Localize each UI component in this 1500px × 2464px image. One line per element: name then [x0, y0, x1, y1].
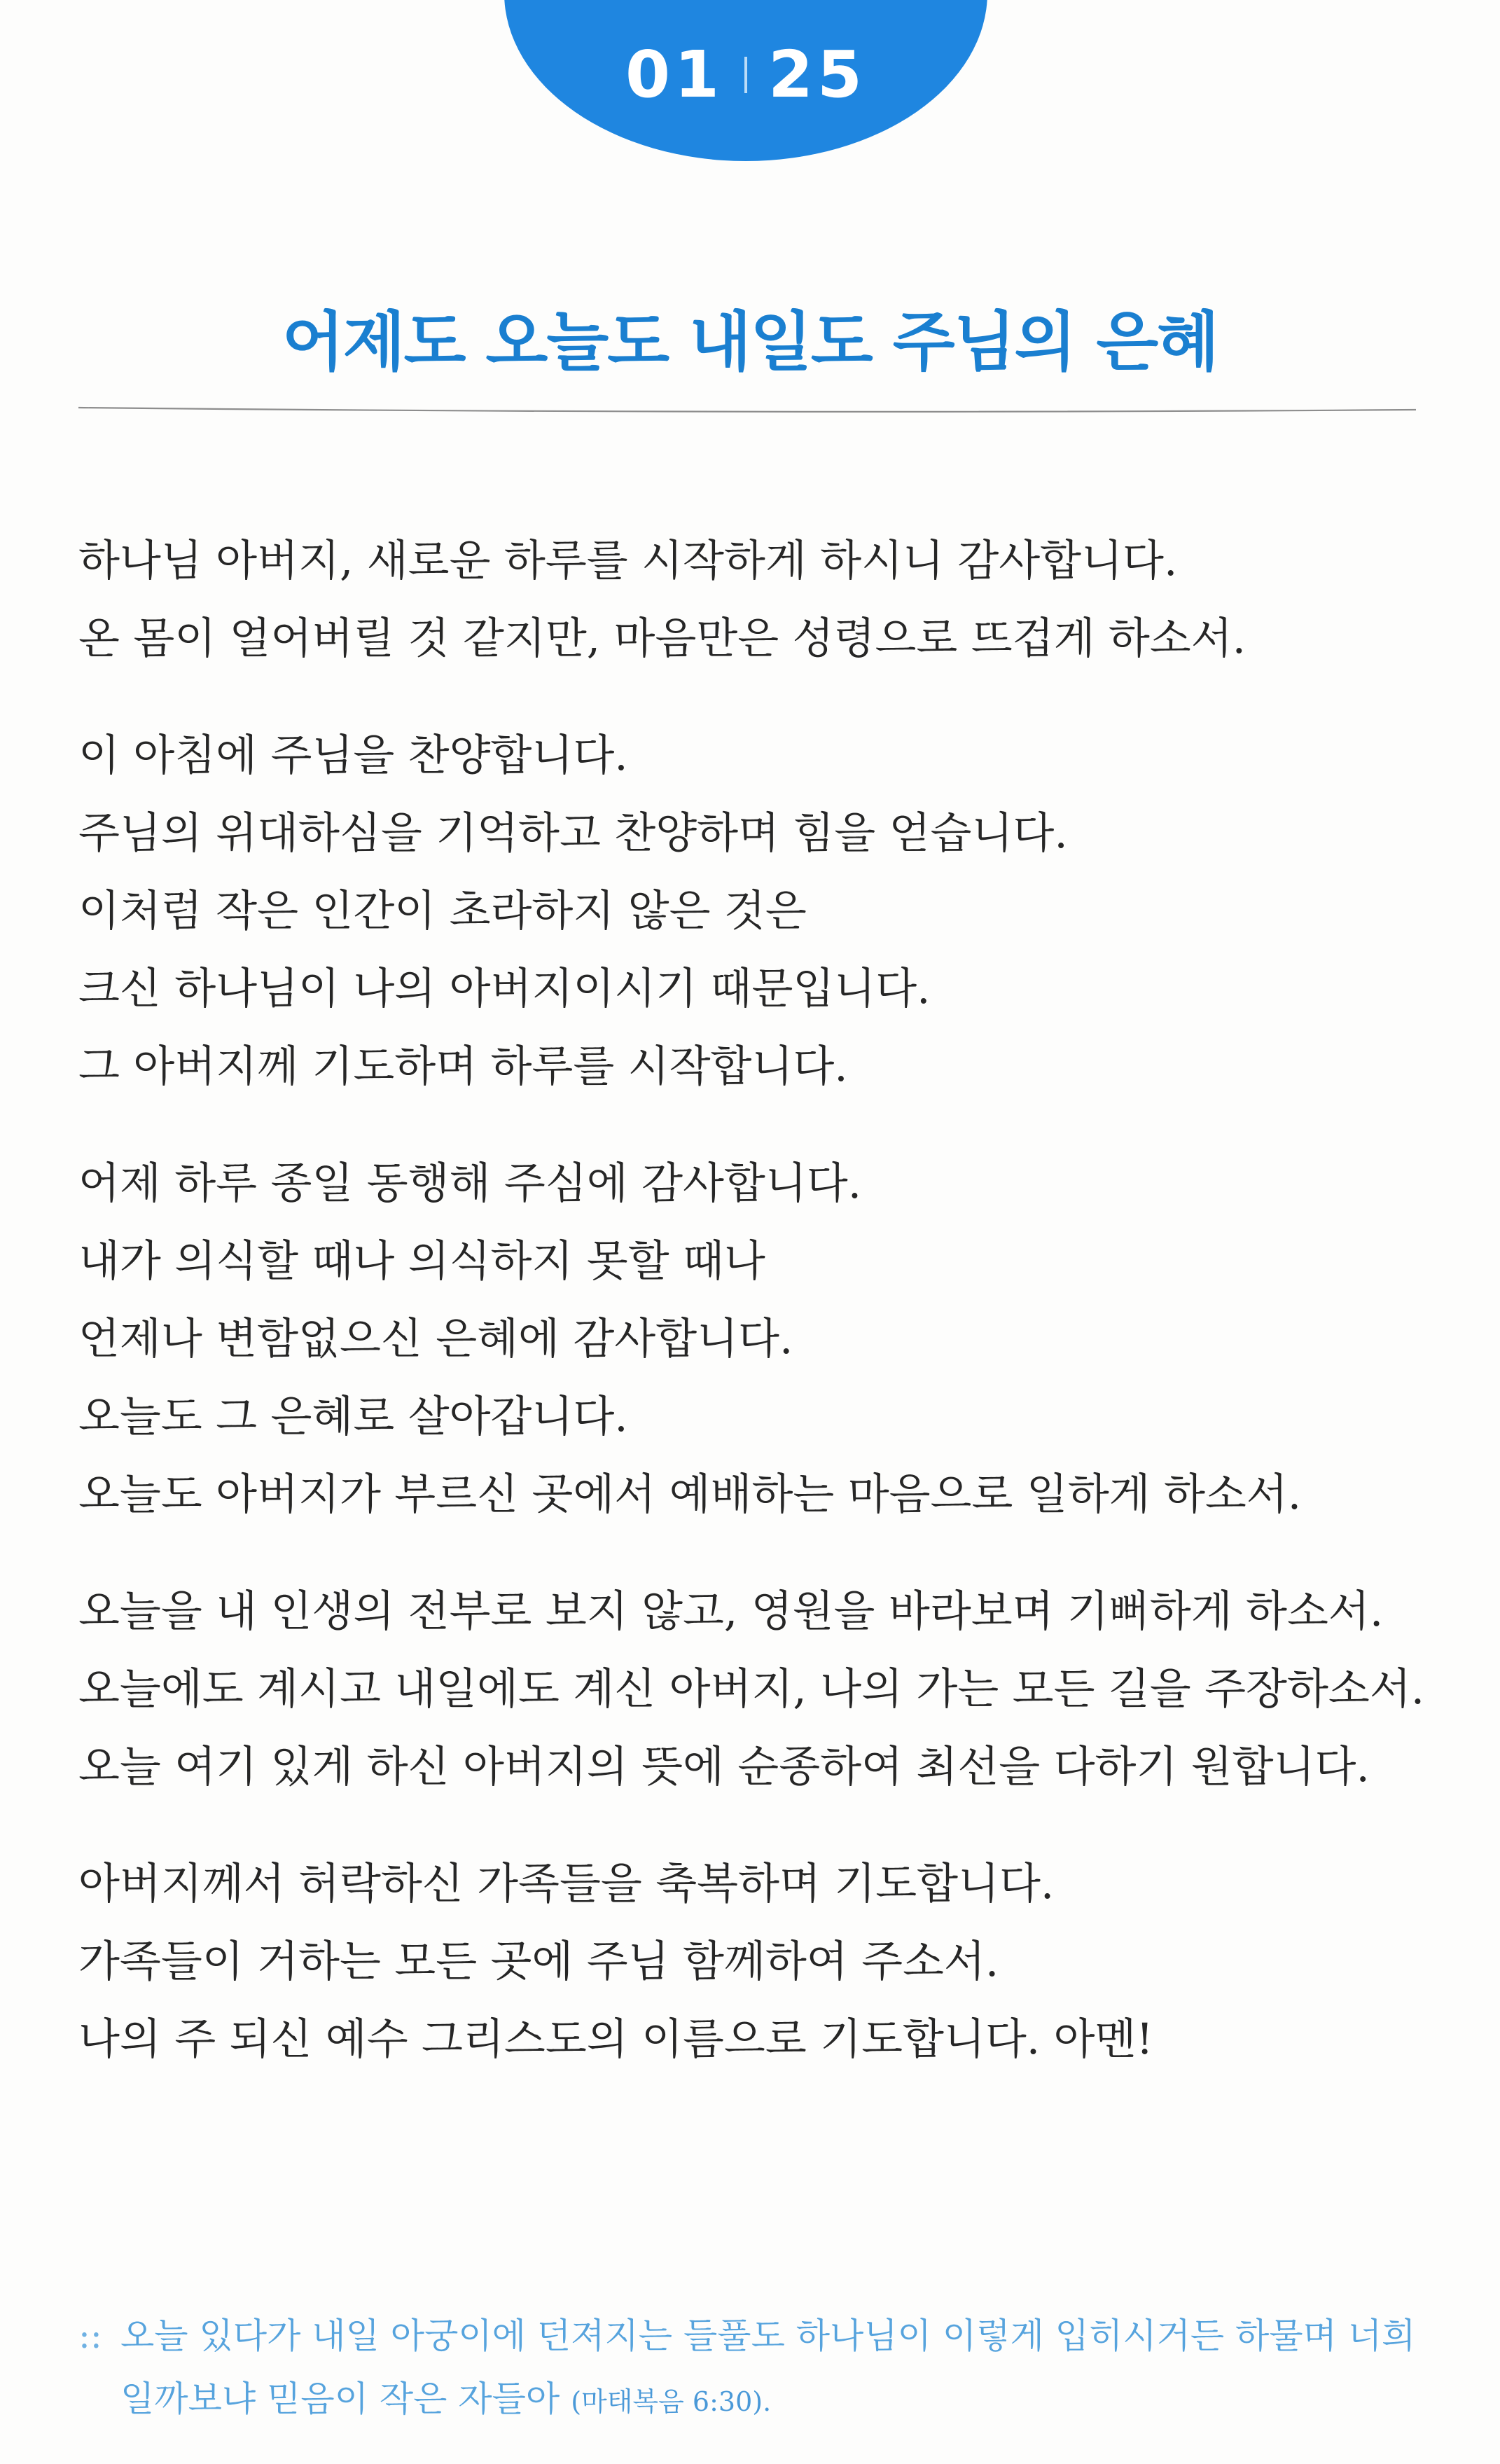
- prayer-line: 오늘 여기 있게 하신 아버지의 뜻에 순종하여 최선을 다하기 원합니다.: [78, 1742, 1370, 1792]
- prayer-line: 오늘도 그 은혜로 살아갑니다.: [78, 1392, 628, 1441]
- date-badge: [504, 0, 987, 161]
- prayer-line: 나의 주 되신 예수 그리스도의 이름으로 기도합니다. 아멘!: [78, 2014, 1153, 2064]
- prayer-body: [78, 522, 1425, 2117]
- prayer-line: 크신 하나님이 나의 아버지이시기 때문입니다.: [78, 964, 931, 1013]
- verse-reference: (마태복음 6:30).: [571, 2386, 772, 2417]
- stanza-2: [78, 717, 1409, 1105]
- date-month: 01: [625, 37, 723, 112]
- prayer-line: 오늘에도 계시고 내일에도 계신 아버지, 나의 가는 모든 길을 주장하소서.: [78, 1664, 1425, 1714]
- prayer-line: 이 아침에 주님을 찬양합니다.: [78, 731, 628, 780]
- prayer-line: 오늘도 아버지가 부르신 곳에서 예배하는 마음으로 일하게 하소서.: [78, 1469, 1302, 1519]
- prayer-line: 하나님 아버지, 새로운 하루를 시작하게 하시니 감사합니다.: [78, 536, 1178, 586]
- stanza-5: [78, 1845, 1409, 2078]
- date-day: 25: [768, 37, 867, 112]
- verse-text-1: 오늘 있다가 내일 아궁이에 던져지는 들풀도 하나님이 이렇게 입히시거든 하물며 너희: [120, 2316, 1416, 2356]
- prayer-line: 언제나 변함없으신 은혜에 감사합니다.: [78, 1314, 793, 1364]
- scripture-verse: [78, 2304, 1416, 2433]
- verse-text-2: 일까보냐 믿음이 작은 자들아: [120, 2379, 560, 2419]
- prayer-line: 주님의 위대하심을 기억하고 찬양하며 힘을 얻습니다.: [78, 808, 1068, 858]
- stanza-3: [78, 1144, 1409, 1533]
- verse-marker: ::: [78, 2316, 102, 2356]
- date: [625, 37, 866, 112]
- prayer-line: 어제 하루 종일 동행해 주심에 감사합니다.: [78, 1158, 862, 1208]
- prayer-line: 내가 의식할 때나 의식하지 못할 때나: [78, 1236, 765, 1286]
- title-divider: [78, 405, 1416, 415]
- stanza-1: [78, 522, 1409, 677]
- stanza-4: [78, 1572, 1425, 1806]
- prayer-line: 온 몸이 얼어버릴 것 같지만, 마음만은 성령으로 뜨겁게 하소서.: [78, 614, 1246, 663]
- page-title: 어제도 오늘도 내일도 주님의 은혜: [282, 305, 1218, 380]
- prayer-line: 오늘을 내 인생의 전부로 보지 않고, 영원을 바라보며 기뻐하게 하소서.: [78, 1586, 1384, 1636]
- verse-line-1: [78, 2304, 1416, 2367]
- date-separator: [744, 57, 747, 93]
- prayer-line: 가족들이 거하는 모든 곳에 주님 함께하여 주소서.: [78, 1937, 999, 1986]
- prayer-line: 그 아버지께 기도하며 하루를 시작합니다.: [78, 1041, 848, 1091]
- prayer-line: 아버지께서 허락하신 가족들을 축복하며 기도합니다.: [78, 1859, 1055, 1909]
- verse-line-2: [78, 2367, 1409, 2433]
- prayer-line: 이처럼 작은 인간이 초라하지 않은 것은: [78, 886, 807, 936]
